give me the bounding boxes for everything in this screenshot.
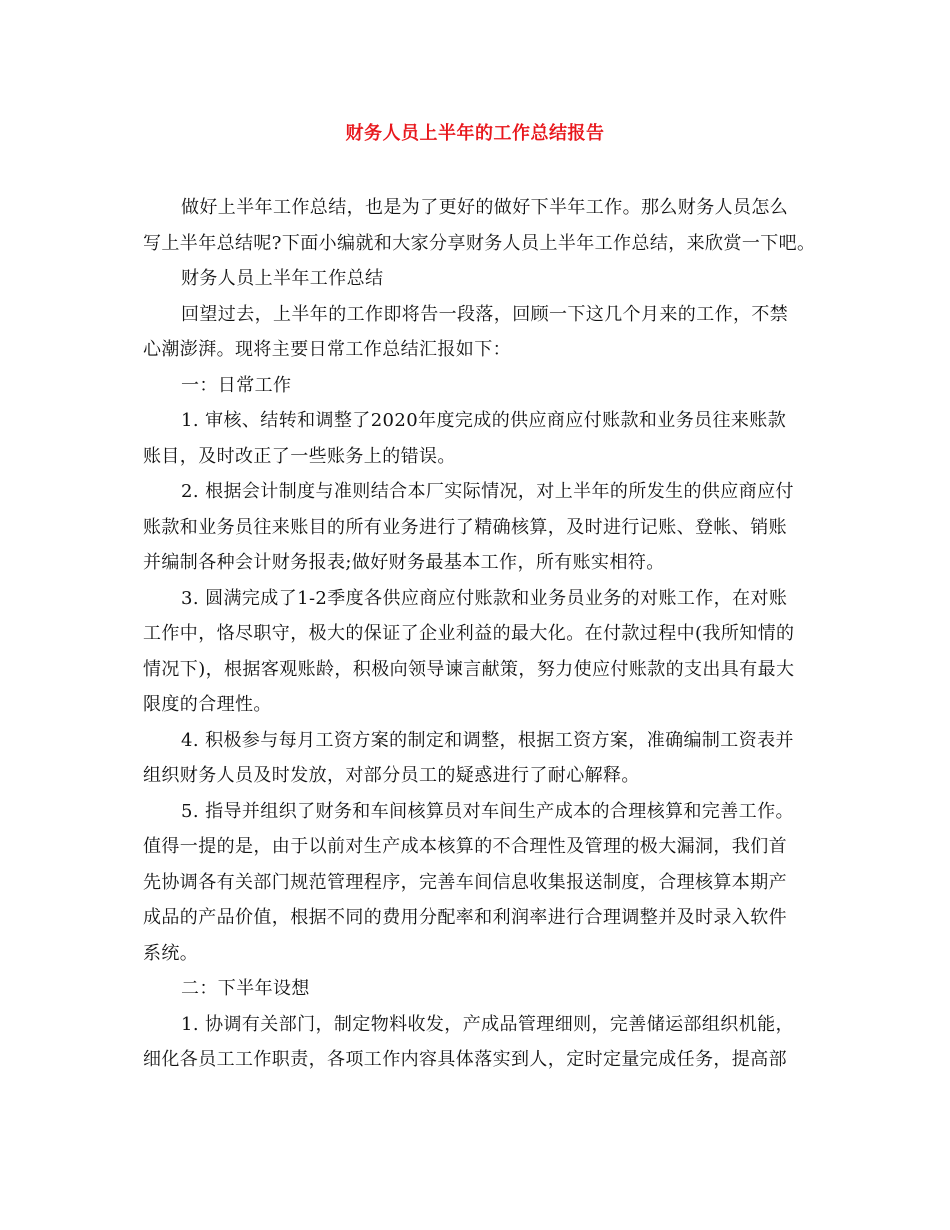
document-body bbox=[143, 190, 816, 1078]
body-line: 并编制各种会计财务报表;做好财务最基本工作，所有账实相符。 bbox=[143, 552, 665, 573]
section-subtitle: 财务人员上半年工作总结 bbox=[181, 268, 384, 289]
body-line: 先协调各有关部门规范管理程序，完善车间信息收集报送制度，合理核算本期产 bbox=[143, 871, 787, 893]
body-line: 成品的产品价值，根据不同的费用分配率和利润率进行合理调整并及时录入软件 bbox=[143, 907, 787, 928]
body-line: 心潮澎湃。现将主要日常工作总结汇报如下： bbox=[143, 339, 511, 360]
body-line: 账款和业务员往来账目的所有业务进行了精确核算，及时进行记账、登帐、销账 bbox=[143, 516, 787, 538]
body-line: 工作中，恪尽职守，极大的保证了企业利益的最大化。在付款过程中(我所知情的 bbox=[143, 623, 795, 644]
body-line: 系统。 bbox=[143, 942, 199, 964]
body-line: 2. 根据会计制度与准则结合本厂实际情况，对上半年的所发生的供应商应付 bbox=[181, 481, 794, 502]
document-title: 财务人员上半年的工作总结报告 bbox=[345, 123, 605, 144]
body-line: 账目，及时改正了一些账务上的错误。 bbox=[143, 445, 456, 467]
body-line: 限度的合理性。 bbox=[143, 694, 272, 715]
body-line: 3. 圆满完成了1-2季度各供应商应付账款和业务员业务的对账工作，在对账 bbox=[181, 587, 788, 609]
section-heading: 一：日常工作 bbox=[181, 374, 292, 396]
body-line: 4. 积极参与每月工资方案的制定和调整，根据工资方案，准确编制工资表并 bbox=[181, 729, 794, 751]
body-line: 1. 审核、结转和调整了2020年度完成的供应商应付账款和业务员往来账款 bbox=[181, 410, 787, 431]
body-line: 组织财务人员及时发放，对部分员工的疑惑进行了耐心解释。 bbox=[143, 765, 640, 786]
body-line: 做好上半年工作总结，也是为了更好的做好下半年工作。那么财务人员怎么 bbox=[181, 197, 789, 218]
body-line: 5. 指导并组织了财务和车间核算员对车间生产成本的合理核算和完善工作。 bbox=[181, 800, 794, 822]
body-line: 1. 协调有关部门，制定物料收发，产成品管理细则，完善储运部组织机能， bbox=[181, 1013, 794, 1035]
body-line: 写上半年总结呢?下面小编就和大家分享财务人员上半年工作总结，来欣赏一下吧。 bbox=[143, 232, 816, 254]
body-line: 回望过去，上半年的工作即将告一段落，回顾一下这几个月来的工作，不禁 bbox=[181, 303, 789, 325]
body-line: 情况下)，根据客观账龄，积极向领导谏言献策，努力使应付账款的支出具有最大 bbox=[143, 658, 795, 680]
body-line: 值得一提的是，由于以前对生产成本核算的不合理性及管理的极大漏洞，我们首 bbox=[143, 836, 787, 857]
body-line: 细化各员工工作职责，各项工作内容具体落实到人，定时定量完成任务，提高部 bbox=[143, 1049, 787, 1070]
section-heading: 二：下半年设想 bbox=[181, 978, 310, 999]
